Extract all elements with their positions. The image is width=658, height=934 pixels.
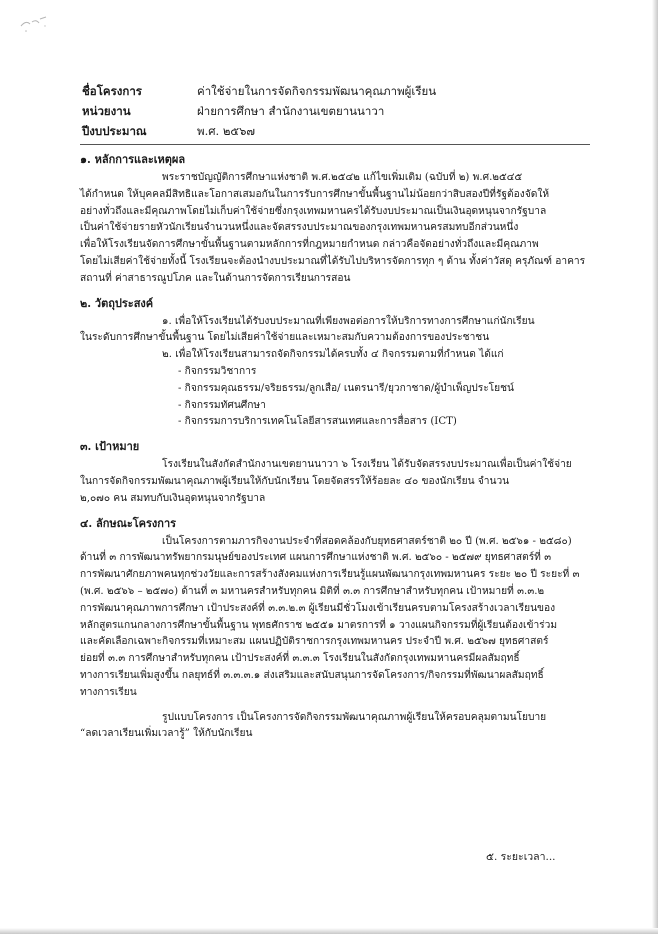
project-name-label: ชื่อโครงการ [82, 84, 142, 98]
rationale-line: โดยไม่เสียค่าใช้จ่ายทั้งนี้ โรงเรียนจะต้องนำงบประมาณที่ได้รับไปบริหารจัดการทุก ๆ ด้าน ทั้งค่าวัสดุ ครุภัณฑ์ อาคาร [80, 255, 586, 267]
section-4-heading: ๔. ลักษณะโครงการ [80, 516, 177, 530]
objective-2-line: ๒. เพื่อให้โรงเรียนสามารถจัดกิจกรรมได้ครบทั้ง ๔ กิจกรรมตามที่กำหนด ได้แก่ [162, 349, 504, 361]
fiscal-year-row [82, 121, 582, 141]
characteristics-line: (พ.ศ. ๒๕๖๖ – ๒๕๗๐) ด้านที่ ๓ มหานครสำหรับทุกคน มิติที่ ๓.๓ การศึกษาสำหรับทุกคน เป้าหมายที่ ๓.๓.๒ [80, 585, 545, 597]
rationale-line: เป็นค่าใช้จ่ายรายหัวนักเรียนจำนวนหนึ่งและจัดสรรงบประมาณของกรุงเทพมหานครสมทบอีกส่วนหนึ่ง [80, 222, 519, 234]
target-line: ในการจัดกิจกรรมพัฒนาคุณภาพผู้เรียนให้กับนักเรียน โดยจัดสรรให้ร้อยละ ๔๐ ของนักเรียน จำนวน [80, 475, 510, 487]
project-name-value: ค่าใช้จ่ายในการจัดกิจกรรมพัฒนาคุณภาพผู้เรียน [197, 84, 437, 98]
characteristics-line: และคัดเลือกเฉพาะกิจกรรมที่เหมาะสม แผนปฏิบัติราชการกรุงเทพมหานคร ประจำปี พ.ศ. ๒๕๖๗ ยุทธศาสตร์ [80, 636, 549, 648]
characteristics-line: ย่อยที่ ๓.๓ การศึกษาสำหรับทุกคน เป้าประสงค์ที่ ๓.๓.๓ โรงเรียนในสังกัดกรุงเทพมหานครมีผลสัมฤทธิ์ [80, 653, 520, 665]
project-pattern-line: รูปแบบโครงการ เป็นโครงการจัดกิจกรรมพัฒนาคุณภาพผู้เรียนให้ครอบคลุมตามนโยบาย [162, 711, 547, 723]
objective-1-line: ๑. เพื่อให้โรงเรียนได้รับงบประมาณที่เพียงพอต่อการให้บริการทางการศึกษาแก่นักเรียน [162, 315, 535, 327]
target-line: โรงเรียนในสังกัดสำนักงานเขตยานนาวา ๖ โรงเรียน ได้รับจัดสรรงบประมาณเพื่อเป็นค่าใช้จ่าย [162, 459, 572, 471]
project-header [82, 81, 582, 141]
characteristics-line: ทางการเรียน [80, 686, 137, 698]
activity-item: - กิจกรรมทัศนศึกษา [178, 399, 266, 411]
characteristics-line: หลักสูตรแกนกลางการศึกษาขั้นพื้นฐาน พุทธศักราช ๒๕๕๑ มาตรการที่ ๑ วางแผนกิจกรรมที่ผู้เรียนต้องเข้าร่วม [80, 619, 558, 631]
target-line: ๒,๐๗๐ คน สมทบกับเงินอุดหนุนจากรัฐบาล [80, 492, 266, 504]
fiscal-year-value: พ.ศ. ๒๕๖๗ [197, 124, 256, 138]
rationale-line: อย่างทั่วถึงและมีคุณภาพโดยไม่เก็บค่าใช้จ่ายซึ่งกรุงเทพมหานครได้รับงบประมาณเป็นเงินอุดหนุนจากรัฐบาล [80, 205, 547, 217]
agency-value: ฝ่ายการศึกษา สำนักงานเขตยานนาวา [197, 104, 385, 118]
project-pattern-line: “ลดเวลาเรียนเพิ่มเวลารู้” ให้กับนักเรียน [80, 728, 253, 740]
project-name-row [82, 81, 582, 101]
fiscal-year-label: ปีงบประมาณ [82, 124, 147, 138]
section-2-heading: ๒. วัตถุประสงค์ [80, 296, 154, 310]
rationale-line: พระราชบัญญัติการศึกษาแห่งชาติ พ.ศ.๒๕๔๒ แก้ไขเพิ่มเติม (ฉบับที่ ๒) พ.ศ.๒๕๔๕ [162, 172, 523, 183]
header-divider [80, 144, 590, 145]
agency-row [82, 101, 582, 121]
rationale-line: สถานที่ ค่าสาธารณูปโภค และในด้านการจัดการเรียนการสอน [80, 272, 351, 284]
rationale-line: เพื่อให้โรงเรียนจัดการศึกษาขั้นพื้นฐานตามหลักการที่กฎหมายกำหนด กล่าวคือจัดอย่างทั่วถึงและมีคุณภาพ [80, 239, 539, 251]
document-body [80, 150, 588, 743]
characteristics-line: การพัฒนาศักยภาพคนทุกช่วงวัยและการสร้างสังคมแห่งการเรียนรู้แผนพัฒนากรุงเทพมหานคร ระยะ ๒๐ ปี ระยะที่ ๓ [80, 569, 580, 581]
page-shadow-bottom [0, 928, 658, 934]
continuation-marker: ๕. ระยะเวลา... [486, 851, 556, 863]
activity-item: - กิจกรรมวิชาการ [178, 365, 257, 377]
characteristics-line: การพัฒนาคุณภาพการศึกษา เป้าประสงค์ที่ ๓.๓.๒.๓ ผู้เรียนมีชั่วโมงเข้าเรียนครบตามโครงสร้างเวลาเรียนของ [80, 602, 556, 614]
objective-1-line: ในระดับการศึกษาขั้นพื้นฐาน โดยไม่เสียค่าใช้จ่ายและเหมาะสมกับความต้องการของประชาชน [80, 332, 490, 344]
characteristics-line: เป็นโครงการตามภารกิจงานประจำที่สอดคล้องกับยุทธศาสตร์ชาติ ๒๐ ปี (พ.ศ. ๒๕๖๑ - ๒๕๘๐) [162, 535, 572, 547]
section-3-heading: ๓. เป้าหมาย [80, 440, 140, 454]
activity-item: - กิจกรรมการบริการเทคโนโลยีสารสนเทศและการสื่อสาร (ICT) [178, 416, 457, 428]
agency-label: หน่วยงาน [82, 104, 131, 118]
characteristics-line: ด้านที่ ๓ การพัฒนาทรัพยากรมนุษย์ของประเทศ แผนการศึกษาแห่งชาติ พ.ศ. ๒๕๖๐ - ๒๕๗๙ ยุทธศาสตร์ที่ ๓ [80, 552, 552, 564]
scan-speckle-mark [18, 14, 52, 36]
rationale-line: ได้กำหนด ให้บุคคลมีสิทธิและโอกาสเสมอกันในการรับการศึกษาขั้นพื้นฐานไม่น้อยกว่าสิบสองปีที่รัฐต้องจัดให้ [80, 188, 550, 200]
characteristics-line: ทางการเรียนเพิ่มสูงขึ้น กลยุทธ์ที่ ๓.๓.๓.๑ ส่งเสริมและสนับสนุนการจัดโครงการ/กิจกรรมที่พัฒนาผลสัมฤทธิ์ [80, 669, 544, 681]
page-shadow-right [652, 0, 658, 934]
section-1-heading: ๑. หลักการและเหตุผล [80, 153, 186, 166]
activity-item: - กิจกรรมคุณธรรม/จริยธรรม/ลูกเสือ/ เนตรนารี/ยุวกาชาด/ผู้บำเพ็ญประโยชน์ [178, 382, 514, 394]
